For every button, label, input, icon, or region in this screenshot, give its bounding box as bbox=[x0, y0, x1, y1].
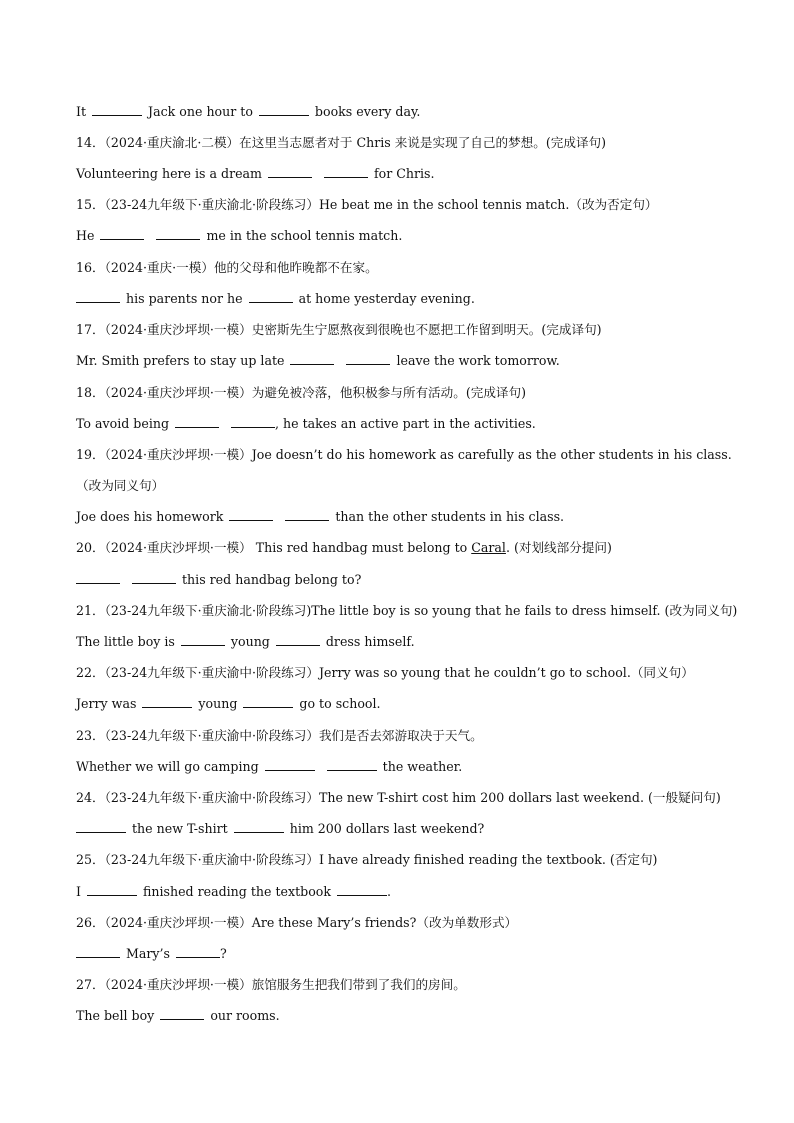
answer-blank[interactable] bbox=[76, 820, 126, 833]
question-22: 22．（23-24九年级下·重庆渝中·阶段练习）Jerry was so young that he couldn’t go to school.（同义句） bbox=[76, 665, 694, 680]
answer-blank[interactable] bbox=[290, 352, 334, 365]
question-17: 17．（2024·重庆沙坪坝·一模）史密斯先生宁愿熬夜到很晚也不愿把工作留到明天。(完成译句) bbox=[76, 322, 602, 337]
answer-line-17: Mr. Smith prefers to stay up late leave the work tomorrow. bbox=[76, 353, 560, 368]
answer-blank[interactable] bbox=[337, 883, 387, 896]
answer-blank[interactable] bbox=[87, 883, 137, 896]
answer-blank[interactable] bbox=[327, 758, 377, 771]
answer-blank[interactable] bbox=[276, 633, 320, 646]
underlined-word: Caral bbox=[471, 540, 506, 555]
answer-blank[interactable] bbox=[285, 508, 329, 521]
question-16: 16．（2024·重庆·一模）他的父母和他昨晚都不在家。 bbox=[76, 260, 378, 275]
answer-blank[interactable] bbox=[231, 415, 275, 428]
answer-blank[interactable] bbox=[156, 227, 200, 240]
question-26: 26．（2024·重庆沙坪坝·一模）Are these Mary’s friends?（改为单数形式） bbox=[76, 915, 518, 930]
answer-blank[interactable] bbox=[249, 290, 293, 303]
answer-blank[interactable] bbox=[259, 103, 309, 116]
answer-blank[interactable] bbox=[268, 165, 312, 178]
answer-blank[interactable] bbox=[234, 820, 284, 833]
question-19: 19．（2024·重庆沙坪坝·一模）Joe doesn’t do his homework as carefully as the other students in his class.（改为同义句） bbox=[76, 447, 732, 493]
answer-line-16: his parents nor he at home yesterday evening. bbox=[76, 290, 734, 308]
answer-line-15: He me in the school tennis match. bbox=[76, 228, 403, 243]
answer-line-13: It Jack one hour to books every day. bbox=[76, 104, 421, 119]
answer-blank[interactable] bbox=[181, 633, 225, 646]
question-14: 14．（2024·重庆渝北·二模）在这里当志愿者对于 Chris 来说是实现了自己的梦想。(完成译句) bbox=[76, 135, 607, 150]
answer-line-14: Volunteering here is a dream for Chris. bbox=[76, 166, 435, 181]
answer-blank[interactable] bbox=[243, 695, 293, 708]
answer-blank[interactable] bbox=[76, 571, 120, 584]
answer-line-21: The little boy is young dress himself. bbox=[76, 634, 415, 649]
answer-blank[interactable] bbox=[142, 695, 192, 708]
answer-blank[interactable] bbox=[76, 945, 120, 958]
answer-blank[interactable] bbox=[160, 1007, 204, 1020]
answer-line-26: Mary’s ? bbox=[76, 945, 734, 963]
answer-blank[interactable] bbox=[76, 290, 120, 303]
answer-blank[interactable] bbox=[176, 945, 220, 958]
answer-line-24: the new T-shirt him 200 dollars last weekend? bbox=[76, 820, 734, 838]
answer-blank[interactable] bbox=[92, 103, 142, 116]
question-15: 15．（23-24九年级下·重庆渝北·阶段练习）He beat me in the school tennis match.（改为否定句） bbox=[76, 197, 658, 212]
answer-line-18: To avoid being , he takes an active part in the activities. bbox=[76, 416, 536, 431]
answer-line-22: Jerry was young go to school. bbox=[76, 696, 381, 711]
question-23: 23．（23-24九年级下·重庆渝中·阶段练习）我们是否去郊游取决于天气。 bbox=[76, 728, 483, 743]
answer-blank[interactable] bbox=[175, 415, 219, 428]
answer-blank[interactable] bbox=[346, 352, 390, 365]
answer-blank[interactable] bbox=[324, 165, 368, 178]
answer-line-23: Whether we will go camping the weather. bbox=[76, 759, 463, 774]
answer-blank[interactable] bbox=[265, 758, 315, 771]
question-24: 24．（23-24九年级下·重庆渝中·阶段练习）The new T-shirt cost him 200 dollars last weekend. (一般疑问句) bbox=[76, 790, 721, 805]
answer-blank[interactable] bbox=[132, 571, 176, 584]
answer-line-25: I finished reading the textbook . bbox=[76, 884, 392, 899]
question-20: 20．（2024·重庆沙坪坝·一模） This red handbag must belong to Caral. (对划线部分提问) bbox=[76, 540, 612, 555]
question-25: 25．（23-24九年级下·重庆渝中·阶段练习）I have already finished reading the textbook. (否定句) bbox=[76, 852, 658, 867]
answer-blank[interactable] bbox=[229, 508, 273, 521]
question-21: 21．（23-24九年级下·重庆渝北·阶段练习)The little boy is so young that he fails to dress himself. (改为同义句) bbox=[76, 603, 738, 618]
answer-blank[interactable] bbox=[100, 227, 144, 240]
answer-line-20: this red handbag belong to? bbox=[76, 571, 734, 589]
answer-line-27: The bell boy our rooms. bbox=[76, 1008, 280, 1023]
answer-line-19: Joe does his homework than the other students in his class. bbox=[76, 509, 565, 524]
question-18: 18．（2024·重庆沙坪坝·一模）为避免被冷落，他积极参与所有活动。(完成译句) bbox=[76, 385, 527, 400]
question-27: 27．（2024·重庆沙坪坝·一模）旅馆服务生把我们带到了我们的房间。 bbox=[76, 977, 466, 992]
